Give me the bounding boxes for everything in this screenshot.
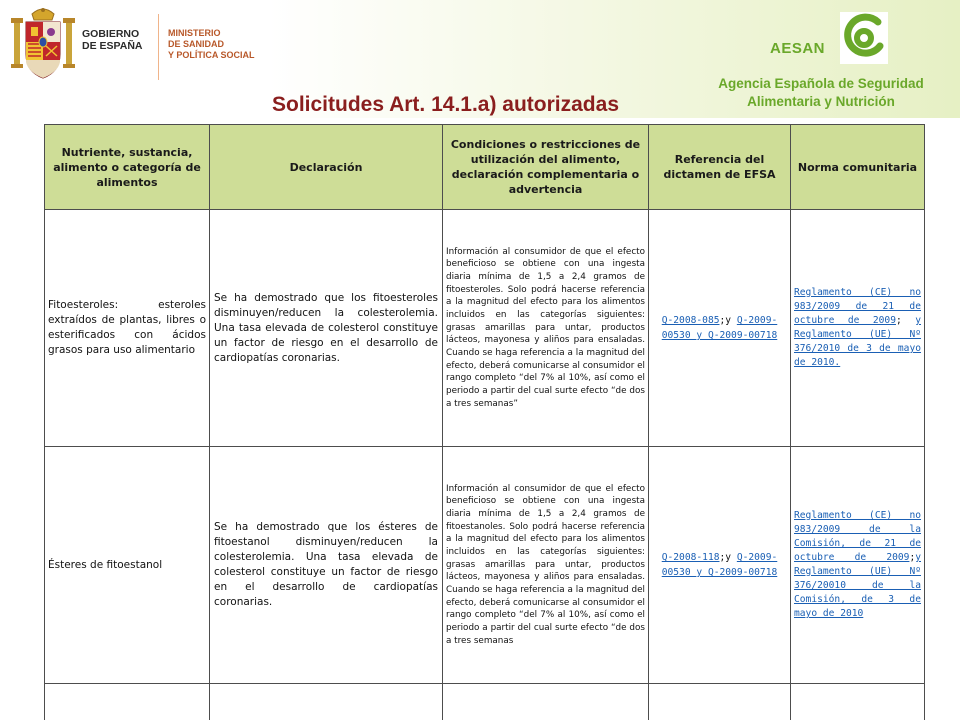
nutrient-cell: Fitoesteroles: esteroles extraídos de plantas, libres o esterificados con ácidos grasos para uso alimentario (45, 210, 210, 447)
claims-table (44, 124, 925, 720)
efsa-opinion-link[interactable]: Q-2009-00530 y Q-2009-00718 (661, 552, 778, 578)
empty-cell (210, 684, 443, 720)
table-row (45, 447, 925, 684)
reference-separator: ;y (719, 552, 737, 563)
ministry-name: MINISTERIO DE SANIDAD Y POLÍTICA SOCIAL (168, 28, 255, 60)
empty-cell (45, 684, 210, 720)
efsa-opinion-link[interactable]: Q-2008-085 (661, 315, 720, 326)
efsa-opinion-link[interactable]: Q-2009-00530 y Q-2009-00718 (661, 315, 778, 341)
efsa-reference-cell (649, 210, 791, 447)
header-declaration: Declaración (210, 125, 443, 210)
regulation-link[interactable]: y Reglamento (UE) Nº 376/20010 de la Comisión, de 3 de mayo de 2010 (794, 552, 921, 619)
page-title: Solicitudes Art. 14.1.a) autorizadas (272, 93, 619, 116)
government-logo-block (0, 0, 262, 118)
agency-full-name: Agencia Española de Seguridad Alimentaria y Nutrición (718, 76, 924, 109)
government-name: GOBIERNO DE ESPAÑA (82, 28, 143, 52)
header-regulation: Norma comunitaria (791, 125, 925, 210)
empty-table-row (45, 684, 925, 720)
header-conditions: Condiciones o restricciones de utilización del alimento, declaración complementaria o advertencia (443, 125, 649, 210)
nutrient-cell: Ésteres de fitoestanol (45, 447, 210, 684)
header-nutrient: Nutriente, sustancia, alimento o categoría de alimentos (45, 125, 210, 210)
conditions-cell: Información al consumidor de que el efecto beneficioso se obtiene con una ingesta diaria mínima de 1,5 a 2,4 gramos de fitoestanoles. Solo podrá hacerse referencia a la magnitud del efecto para los alimentos incluidos en las categorías siguientes: grasas amarillas para untar, productos lácteos, mayonesa y aliños para ensaladas. Cuando se haga referencia a la magnitud del efecto, deberá comunicarse al consumidor el rango completo “del 7% al 10%, así como el periodo a partir del cual surte efecto “de dos a tres semanas (443, 447, 649, 684)
regulation-link[interactable]: Reglamento (CE) no 983/2009 de la Comisión, de 21 de octubre de 2009 (794, 510, 921, 563)
regulation-separator: ; (895, 315, 916, 326)
regulation-separator: ; (909, 552, 916, 563)
regulation-link[interactable]: Reglamento (CE) no 983/2009 de 21 de octubre de 2009 (794, 287, 921, 326)
regulation-cell (791, 447, 925, 684)
declaration-cell: Se ha demostrado que los fitoesteroles disminuyen/reducen la colesterolemia. Una tasa elevada de colesterol constituye un factor de riesgo en el desarrollo de cardiopatías coronarias. (210, 210, 443, 447)
aesan-logo-icon (840, 12, 888, 64)
table-row (45, 210, 925, 447)
table-header-row (45, 125, 925, 210)
declaration-cell: Se ha demostrado que los ésteres de fitoestanol disminuyen/reducen la colesterolemia. Una tasa elevada de colesterol constituye un factor de riesgo en el desarrollo de cardiopatías coronarias. (210, 447, 443, 684)
regulation-link[interactable]: y Reglamento (UE) Nº 376/2010 de 3 de mayo de 2010. (794, 315, 921, 368)
regulation-cell (791, 210, 925, 447)
agency-acronym: AESAN (770, 40, 826, 57)
efsa-opinion-link[interactable]: Q-2008-118 (661, 552, 720, 563)
conditions-cell: Información al consumidor de que el efecto beneficioso se obtiene con una ingesta diaria mínima de 1,5 a 2,4 gramos de fitoesteroles. Solo podrá hacerse referencia a la magnitud del efecto para los alimentos incluidos en las categorías siguientes: grasas amarillas para untar, productos lácteos, mayonesa y aliños para ensaladas. Cuando se haga referencia a la magnitud del efecto, deberá comunicarse al consumidor el rango completo “del 7% al 10%, así como el periodo a partir del cual surte efecto “de dos a tres semanas” (443, 210, 649, 447)
empty-cell (443, 684, 649, 720)
logo-divider (158, 14, 159, 80)
empty-cell (791, 684, 925, 720)
reference-separator: ;y (719, 315, 737, 326)
empty-cell (649, 684, 791, 720)
efsa-reference-cell (649, 447, 791, 684)
coat-of-arms-icon (10, 6, 76, 86)
header-efsa-reference: Referencia del dictamen de EFSA (649, 125, 791, 210)
